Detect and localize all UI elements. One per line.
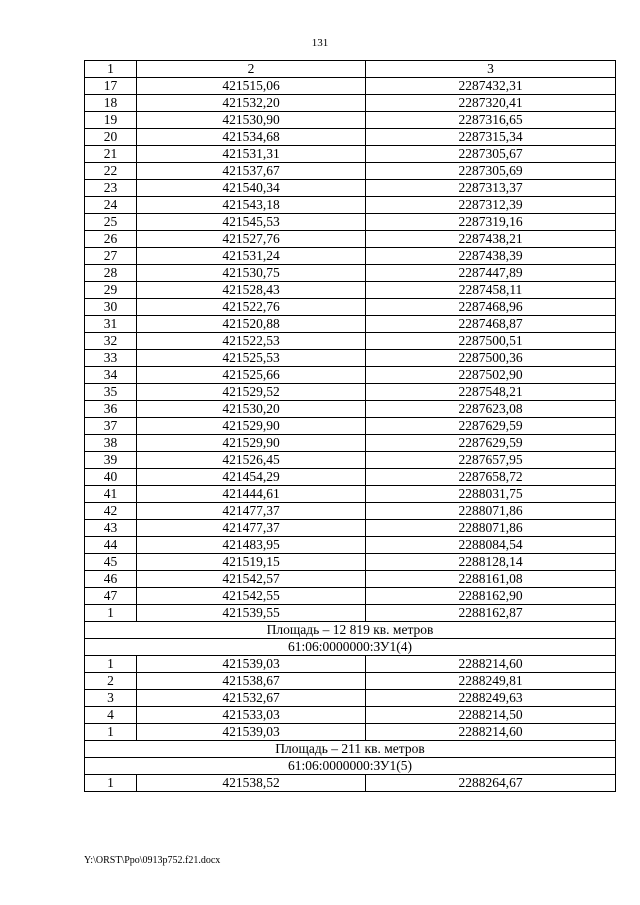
table-row	[85, 197, 616, 214]
table-row	[85, 95, 616, 112]
area-label: Площадь – 12 819 кв. метров	[85, 622, 616, 639]
y-coordinate-cell: 2287432,31	[366, 78, 616, 95]
table-row	[85, 673, 616, 690]
table-row	[85, 452, 616, 469]
area-row	[85, 741, 616, 758]
x-coordinate-cell: 421531,31	[137, 146, 366, 163]
table-row	[85, 537, 616, 554]
y-coordinate-cell: 2288214,50	[366, 707, 616, 724]
table-row	[85, 231, 616, 248]
table-row	[85, 435, 616, 452]
table-header-row	[85, 61, 616, 78]
x-coordinate-cell: 421539,03	[137, 724, 366, 741]
point-number-cell: 45	[85, 554, 137, 571]
point-number-cell: 33	[85, 350, 137, 367]
page-number: 131	[311, 37, 329, 49]
table-body	[85, 78, 616, 792]
x-coordinate-cell: 421530,75	[137, 265, 366, 282]
area-label: Площадь – 211 кв. метров	[85, 741, 616, 758]
x-coordinate-cell: 421542,55	[137, 588, 366, 605]
footer-file-path: Y:\ORST\Ppo\0913p752.f21.docx	[84, 855, 221, 866]
point-number-cell: 30	[85, 299, 137, 316]
x-coordinate-cell: 421529,90	[137, 435, 366, 452]
point-number-cell: 39	[85, 452, 137, 469]
table-row	[85, 588, 616, 605]
y-coordinate-cell: 2287315,34	[366, 129, 616, 146]
point-number-cell: 27	[85, 248, 137, 265]
table-row	[85, 554, 616, 571]
y-coordinate-cell: 2288162,90	[366, 588, 616, 605]
point-number-cell: 20	[85, 129, 137, 146]
table-row	[85, 401, 616, 418]
table-row	[85, 656, 616, 673]
y-coordinate-cell: 2287629,59	[366, 435, 616, 452]
x-coordinate-cell: 421530,20	[137, 401, 366, 418]
y-coordinate-cell: 2287305,67	[366, 146, 616, 163]
x-coordinate-cell: 421522,76	[137, 299, 366, 316]
table-row	[85, 333, 616, 350]
x-coordinate-cell: 421528,43	[137, 282, 366, 299]
x-coordinate-cell: 421532,20	[137, 95, 366, 112]
x-coordinate-cell: 421545,53	[137, 214, 366, 231]
point-number-cell: 47	[85, 588, 137, 605]
table-row	[85, 503, 616, 520]
x-coordinate-cell: 421538,67	[137, 673, 366, 690]
x-coordinate-cell: 421483,95	[137, 537, 366, 554]
point-number-cell: 34	[85, 367, 137, 384]
table-row	[85, 265, 616, 282]
y-coordinate-cell: 2287305,69	[366, 163, 616, 180]
x-coordinate-cell: 421519,15	[137, 554, 366, 571]
x-coordinate-cell: 421534,68	[137, 129, 366, 146]
y-coordinate-cell: 2288084,54	[366, 537, 616, 554]
coordinates-table	[84, 60, 616, 792]
point-number-cell: 21	[85, 146, 137, 163]
point-number-cell: 19	[85, 112, 137, 129]
y-coordinate-cell: 2287468,87	[366, 316, 616, 333]
x-coordinate-cell: 421522,53	[137, 333, 366, 350]
x-coordinate-cell: 421526,45	[137, 452, 366, 469]
y-coordinate-cell: 2288214,60	[366, 724, 616, 741]
x-coordinate-cell: 421515,06	[137, 78, 366, 95]
y-coordinate-cell: 2287500,51	[366, 333, 616, 350]
x-coordinate-cell: 421530,90	[137, 112, 366, 129]
table-row	[85, 180, 616, 197]
point-number-cell: 24	[85, 197, 137, 214]
table-row	[85, 163, 616, 180]
y-coordinate-cell: 2287316,65	[366, 112, 616, 129]
point-number-cell: 44	[85, 537, 137, 554]
section-title: 61:06:0000000:ЗУ1(5)	[85, 758, 616, 775]
table-row	[85, 112, 616, 129]
column-header: 2	[137, 61, 366, 78]
table-row	[85, 367, 616, 384]
y-coordinate-cell: 2287468,96	[366, 299, 616, 316]
point-number-cell: 36	[85, 401, 137, 418]
x-coordinate-cell: 421539,55	[137, 605, 366, 622]
y-coordinate-cell: 2287319,16	[366, 214, 616, 231]
y-coordinate-cell: 2287447,89	[366, 265, 616, 282]
point-number-cell: 23	[85, 180, 137, 197]
x-coordinate-cell: 421533,03	[137, 707, 366, 724]
y-coordinate-cell: 2287458,11	[366, 282, 616, 299]
column-header: 3	[366, 61, 616, 78]
point-number-cell: 41	[85, 486, 137, 503]
section-title: 61:06:0000000:ЗУ1(4)	[85, 639, 616, 656]
y-coordinate-cell: 2287312,39	[366, 197, 616, 214]
y-coordinate-cell: 2288162,87	[366, 605, 616, 622]
x-coordinate-cell: 421527,76	[137, 231, 366, 248]
x-coordinate-cell: 421529,90	[137, 418, 366, 435]
table-row	[85, 605, 616, 622]
y-coordinate-cell: 2288214,60	[366, 656, 616, 673]
point-number-cell: 42	[85, 503, 137, 520]
x-coordinate-cell: 421538,52	[137, 775, 366, 792]
point-number-cell: 18	[85, 95, 137, 112]
point-number-cell: 28	[85, 265, 137, 282]
y-coordinate-cell: 2287629,59	[366, 418, 616, 435]
table-row	[85, 775, 616, 792]
y-coordinate-cell: 2287320,41	[366, 95, 616, 112]
y-coordinate-cell: 2287502,90	[366, 367, 616, 384]
x-coordinate-cell: 421529,52	[137, 384, 366, 401]
x-coordinate-cell: 421525,66	[137, 367, 366, 384]
y-coordinate-cell: 2288161,08	[366, 571, 616, 588]
y-coordinate-cell: 2288128,14	[366, 554, 616, 571]
point-number-cell: 4	[85, 707, 137, 724]
point-number-cell: 40	[85, 469, 137, 486]
table-row	[85, 571, 616, 588]
y-coordinate-cell: 2288071,86	[366, 520, 616, 537]
x-coordinate-cell: 421543,18	[137, 197, 366, 214]
table-row	[85, 282, 616, 299]
point-number-cell: 1	[85, 724, 137, 741]
x-coordinate-cell: 421477,37	[137, 520, 366, 537]
point-number-cell: 35	[85, 384, 137, 401]
section-title-row	[85, 639, 616, 656]
table-row	[85, 724, 616, 741]
point-number-cell: 37	[85, 418, 137, 435]
table-row	[85, 214, 616, 231]
y-coordinate-cell: 2287548,21	[366, 384, 616, 401]
x-coordinate-cell: 421477,37	[137, 503, 366, 520]
point-number-cell: 29	[85, 282, 137, 299]
x-coordinate-cell: 421525,53	[137, 350, 366, 367]
y-coordinate-cell: 2287623,08	[366, 401, 616, 418]
table-row	[85, 418, 616, 435]
point-number-cell: 46	[85, 571, 137, 588]
table-row	[85, 486, 616, 503]
table-row	[85, 350, 616, 367]
point-number-cell: 1	[85, 775, 137, 792]
y-coordinate-cell: 2287657,95	[366, 452, 616, 469]
y-coordinate-cell: 2287658,72	[366, 469, 616, 486]
point-number-cell: 17	[85, 78, 137, 95]
point-number-cell: 26	[85, 231, 137, 248]
x-coordinate-cell: 421537,67	[137, 163, 366, 180]
point-number-cell: 32	[85, 333, 137, 350]
table-row	[85, 299, 616, 316]
point-number-cell: 25	[85, 214, 137, 231]
table-row	[85, 129, 616, 146]
y-coordinate-cell: 2288031,75	[366, 486, 616, 503]
point-number-cell: 2	[85, 673, 137, 690]
y-coordinate-cell: 2287500,36	[366, 350, 616, 367]
x-coordinate-cell: 421532,67	[137, 690, 366, 707]
point-number-cell: 3	[85, 690, 137, 707]
x-coordinate-cell: 421542,57	[137, 571, 366, 588]
table-row	[85, 690, 616, 707]
y-coordinate-cell: 2287313,37	[366, 180, 616, 197]
section-title-row	[85, 758, 616, 775]
x-coordinate-cell: 421531,24	[137, 248, 366, 265]
point-number-cell: 43	[85, 520, 137, 537]
x-coordinate-cell: 421454,29	[137, 469, 366, 486]
area-row	[85, 622, 616, 639]
point-number-cell: 38	[85, 435, 137, 452]
point-number-cell: 1	[85, 605, 137, 622]
table-row	[85, 707, 616, 724]
table-row	[85, 78, 616, 95]
x-coordinate-cell: 421520,88	[137, 316, 366, 333]
x-coordinate-cell: 421539,03	[137, 656, 366, 673]
x-coordinate-cell: 421540,34	[137, 180, 366, 197]
table-row	[85, 316, 616, 333]
y-coordinate-cell: 2288249,81	[366, 673, 616, 690]
y-coordinate-cell: 2288249,63	[366, 690, 616, 707]
column-header: 1	[85, 61, 137, 78]
point-number-cell: 1	[85, 656, 137, 673]
table-row	[85, 384, 616, 401]
y-coordinate-cell: 2288264,67	[366, 775, 616, 792]
table-row	[85, 469, 616, 486]
point-number-cell: 31	[85, 316, 137, 333]
x-coordinate-cell: 421444,61	[137, 486, 366, 503]
y-coordinate-cell: 2287438,39	[366, 248, 616, 265]
y-coordinate-cell: 2287438,21	[366, 231, 616, 248]
y-coordinate-cell: 2288071,86	[366, 503, 616, 520]
table-row	[85, 248, 616, 265]
table-row	[85, 520, 616, 537]
table-row	[85, 146, 616, 163]
point-number-cell: 22	[85, 163, 137, 180]
